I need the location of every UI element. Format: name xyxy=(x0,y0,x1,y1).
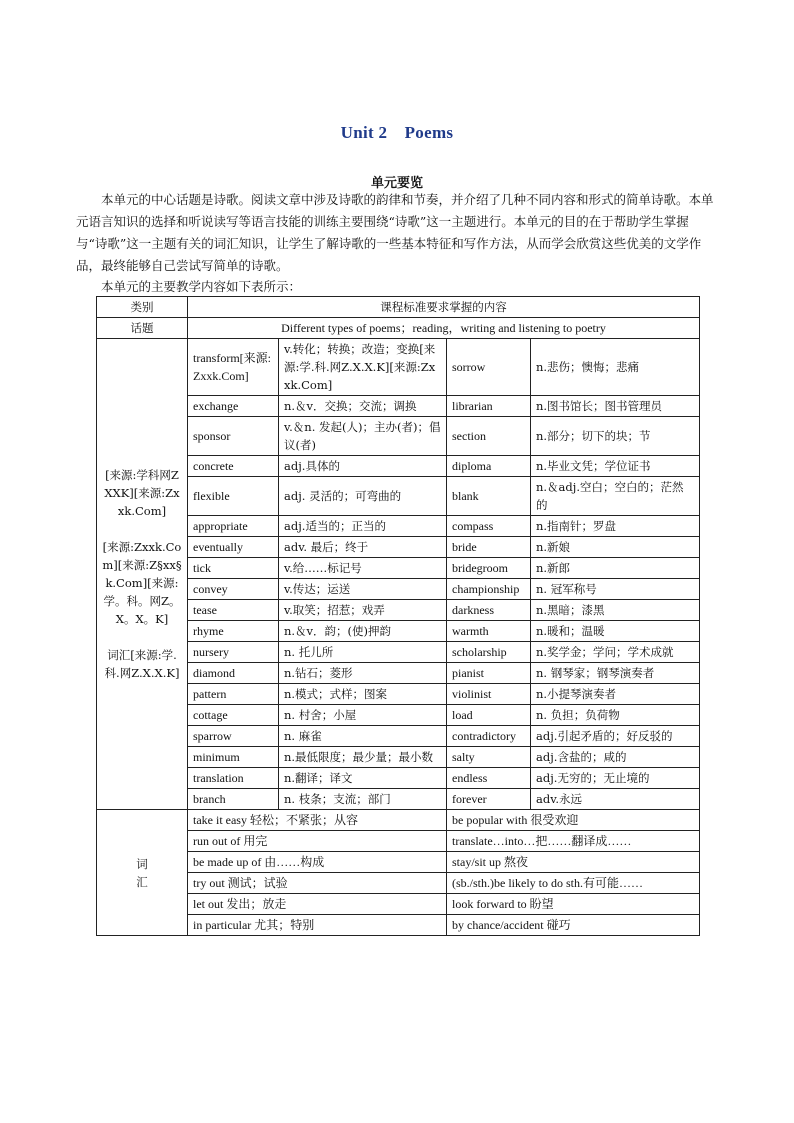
meaning-left: v.给……标记号 xyxy=(279,558,447,579)
phrase-left: in particular 尤其；特别 xyxy=(188,915,447,936)
word-left: exchange xyxy=(188,396,279,417)
topic-category: 话题 xyxy=(97,318,188,339)
meaning-right: n.指南针；罗盘 xyxy=(531,516,700,537)
phrase-left: run out of 用完 xyxy=(188,831,447,852)
meaning-right: adv.永远 xyxy=(531,789,700,810)
word-left: diamond xyxy=(188,663,279,684)
word-right: diploma xyxy=(447,456,531,477)
word-left: eventually xyxy=(188,537,279,558)
meaning-left: n. 托儿所 xyxy=(279,642,447,663)
word-left: sparrow xyxy=(188,726,279,747)
meaning-right: n.图书馆长；图书管理员 xyxy=(531,396,700,417)
word-left: appropriate xyxy=(188,516,279,537)
meaning-left: adj.适当的；正当的 xyxy=(279,516,447,537)
word-right: section xyxy=(447,417,531,456)
meaning-left: n.翻译；译文 xyxy=(279,768,447,789)
content-table xyxy=(96,296,700,936)
word-row xyxy=(97,600,700,621)
phrase-category: 词 汇 xyxy=(97,810,188,936)
word-row xyxy=(97,684,700,705)
word-right: violinist xyxy=(447,684,531,705)
phrase-row xyxy=(97,915,700,936)
word-row xyxy=(97,705,700,726)
meaning-right: adj.含盐的；咸的 xyxy=(531,747,700,768)
word-right: load xyxy=(447,705,531,726)
phrase-right: stay/sit up 熬夜 xyxy=(447,852,700,873)
meaning-left: v.＆n. 发起(人)；主办(者)；倡议(者) xyxy=(279,417,447,456)
section-heading: 单元要览 xyxy=(370,176,423,191)
topic-row xyxy=(97,318,700,339)
word-left: concrete xyxy=(188,456,279,477)
word-left: nursery xyxy=(188,642,279,663)
phrase-right: be popular with 很受欢迎 xyxy=(447,810,700,831)
phrase-row xyxy=(97,852,700,873)
meaning-left: n. 村舍；小屋 xyxy=(279,705,447,726)
meaning-right: n.毕业文凭；学位证书 xyxy=(531,456,700,477)
vocab-category: [来源:学科网ZXXK][来源:Zxxk.Com] [来源:Zxxk.Com][来源:Z§xx§k.Com][来源:学。科。网Z。X。X。K] 词汇[来源:学.科.网Z.X.X.K] xyxy=(97,339,188,810)
word-left: minimum xyxy=(188,747,279,768)
word-row xyxy=(97,642,700,663)
meaning-right: n.部分；切下的块；节 xyxy=(531,417,700,456)
meaning-right: n.＆adj.空白；空白的；茫然的 xyxy=(531,477,700,516)
word-right: sorrow xyxy=(447,339,531,396)
word-row xyxy=(97,456,700,477)
topic-content: Different types of poems；reading，writing and listening to poetry xyxy=(188,318,700,339)
intro-paragraph: 本单元的中心话题是诗歌。阅读文章中涉及诗歌的韵律和节奏，并介绍了几种不同内容和形式的简单诗歌。本单元语言知识的选择和听说读写等语言技能的训练主要围绕“诗歌”这一主题进行。本单元的目的在于帮助学生掌握与“诗歌”这一主题有关的词汇知识，让学生了解诗歌的一些基本特征和写作方法，从而学会欣赏这些优美的文学作品，最终能够自己尝试写简单的诗歌。 xyxy=(76,192,714,273)
meaning-left: n. 麻雀 xyxy=(279,726,447,747)
meaning-left: n.最低限度；最少量；最小数 xyxy=(279,747,447,768)
meaning-left: adj.具体的 xyxy=(279,456,447,477)
word-right: warmth xyxy=(447,621,531,642)
meaning-left: adv. 最后；终于 xyxy=(279,537,447,558)
word-row xyxy=(97,417,700,456)
word-right: compass xyxy=(447,516,531,537)
word-right: darkness xyxy=(447,600,531,621)
word-row xyxy=(97,579,700,600)
word-row xyxy=(97,789,700,810)
phrase-right: translate…into…把……翻译成…… xyxy=(447,831,700,852)
phrase-row xyxy=(97,831,700,852)
word-left: flexible xyxy=(188,477,279,516)
word-row xyxy=(97,726,700,747)
phrase-right: by chance/accident 碰巧 xyxy=(447,915,700,936)
meaning-left: n.＆v．交换；交流；调换 xyxy=(279,396,447,417)
phrase-right: (sb./sth.)be likely to do sth.有可能…… xyxy=(447,873,700,894)
meaning-left: v.转化；转换；改造；变换[来源:学.科.网Z.X.X.K][来源:Zxxk.Com] xyxy=(279,339,447,396)
meaning-right: n. 负担；负荷物 xyxy=(531,705,700,726)
phrase-row xyxy=(97,894,700,915)
word-row xyxy=(97,516,700,537)
word-left: rhyme xyxy=(188,621,279,642)
meaning-right: n. 钢琴家；钢琴演奏者 xyxy=(531,663,700,684)
word-left: tease xyxy=(188,600,279,621)
meaning-left: n.模式；式样；图案 xyxy=(279,684,447,705)
table-intro: 本单元的主要教学内容如下表所示： xyxy=(101,279,302,294)
word-row xyxy=(97,339,700,396)
word-right: librarian xyxy=(447,396,531,417)
word-left: transform[来源:Zxxk.Com] xyxy=(188,339,279,396)
word-right: forever xyxy=(447,789,531,810)
header-row xyxy=(97,297,700,318)
word-left: translation xyxy=(188,768,279,789)
word-left: tick xyxy=(188,558,279,579)
meaning-left: v.传达；运送 xyxy=(279,579,447,600)
word-row xyxy=(97,396,700,417)
word-row xyxy=(97,747,700,768)
meaning-left: n.钻石；菱形 xyxy=(279,663,447,684)
phrase-right: look forward to 盼望 xyxy=(447,894,700,915)
word-left: convey xyxy=(188,579,279,600)
page-title: Unit 2 Poems xyxy=(340,123,454,142)
word-right: bride xyxy=(447,537,531,558)
word-right: bridegroom xyxy=(447,558,531,579)
phrase-left: try out 测试；试验 xyxy=(188,873,447,894)
meaning-right: n.新娘 xyxy=(531,537,700,558)
meaning-right: adj.无穷的；无止境的 xyxy=(531,768,700,789)
word-row xyxy=(97,663,700,684)
meaning-right: n.小提琴演奏者 xyxy=(531,684,700,705)
header-content: 课程标准要求掌握的内容 xyxy=(188,297,700,318)
word-right: championship xyxy=(447,579,531,600)
meaning-left: v.取笑；招惹；戏弄 xyxy=(279,600,447,621)
meaning-right: n. 冠军称号 xyxy=(531,579,700,600)
phrase-left: be made up of 由……构成 xyxy=(188,852,447,873)
meaning-left: n. 枝条；支流；部门 xyxy=(279,789,447,810)
word-right: blank xyxy=(447,477,531,516)
phrase-row xyxy=(97,810,700,831)
meaning-right: adj.引起矛盾的；好反驳的 xyxy=(531,726,700,747)
word-row xyxy=(97,537,700,558)
meaning-right: n.悲伤；懊悔；悲痛 xyxy=(531,339,700,396)
word-right: pianist xyxy=(447,663,531,684)
word-row xyxy=(97,621,700,642)
phrase-left: take it easy 轻松；不紧张；从容 xyxy=(188,810,447,831)
word-right: contradictory xyxy=(447,726,531,747)
header-category: 类别 xyxy=(97,297,188,318)
word-left: sponsor xyxy=(188,417,279,456)
meaning-right: n.黑暗；漆黑 xyxy=(531,600,700,621)
meaning-right: n.新郎 xyxy=(531,558,700,579)
phrase-left: let out 发出；放走 xyxy=(188,894,447,915)
phrase-row xyxy=(97,873,700,894)
word-left: branch xyxy=(188,789,279,810)
word-left: pattern xyxy=(188,684,279,705)
word-right: endless xyxy=(447,768,531,789)
word-left: cottage xyxy=(188,705,279,726)
word-row xyxy=(97,558,700,579)
word-row xyxy=(97,477,700,516)
meaning-left: n.＆v．韵；(使)押韵 xyxy=(279,621,447,642)
meaning-right: n.奖学金；学问；学术成就 xyxy=(531,642,700,663)
word-right: salty xyxy=(447,747,531,768)
word-row xyxy=(97,768,700,789)
word-right: scholarship xyxy=(447,642,531,663)
meaning-left: adj. 灵活的；可弯曲的 xyxy=(279,477,447,516)
meaning-right: n.暖和；温暖 xyxy=(531,621,700,642)
